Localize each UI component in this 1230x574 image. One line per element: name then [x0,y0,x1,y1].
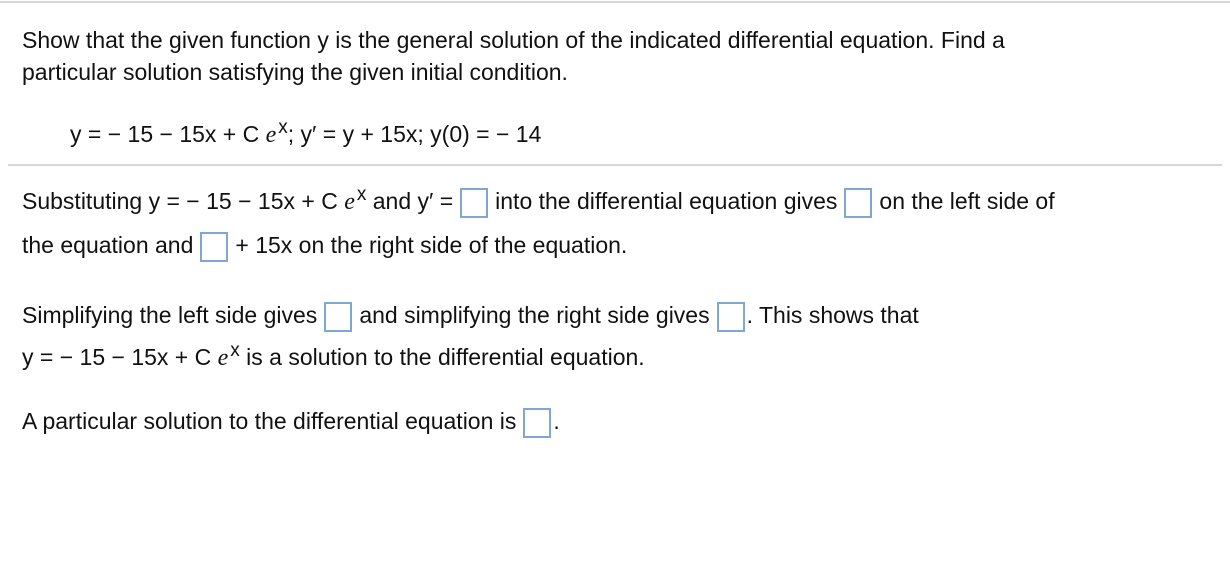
exponent-x: x [356,184,367,205]
step2-line2-suffix: is a solution to the differential equation. [239,344,645,370]
instruction-line-1: Show that the given function y is the general solution of the indicated differential equation. Find a [22,27,1005,53]
step1-line-2 [22,230,627,260]
step1-text-c: on the left side of [879,188,1055,214]
euler-e-symbol: e [344,189,355,215]
exponent-x: x [278,117,288,138]
step2-text-a: Simplifying the left side gives [22,302,318,328]
step1-line-1 [22,186,1055,216]
step1-text-a: and y′ = [366,188,454,214]
step3-text-a: A particular solution to the differential equation is [22,408,517,434]
section-divider [8,164,1222,166]
step1-prefix-text: Substituting y = − 15 − 15x + C [22,188,345,214]
y-prime-answer-box[interactable] [460,188,488,218]
problem-equation-text: ; y′ = y + 15x; y(0) = − 14 [287,121,542,147]
right-side-answer-box[interactable] [200,232,228,262]
problem-statement [70,119,541,149]
step2-line-1 [22,300,919,330]
left-side-answer-box[interactable] [844,188,872,218]
step2-line2-prefix: y = − 15 − 15x + C [22,344,218,370]
step2-line-2 [22,342,645,372]
step3-line [22,406,560,436]
step3-text-b: . [553,408,560,434]
euler-e-symbol: e [265,122,277,148]
step2-text-c: . This shows that [746,302,919,328]
exponent-x: x [230,340,240,361]
problem-function-text: y = − 15 − 15x + C [70,121,266,147]
step1-line2-text-b: + 15x on the right side of the equation. [235,232,628,258]
step1-text-b: into the differential equation gives [495,188,838,214]
step2-text-b: and simplifying the right side gives [359,302,710,328]
instruction-line-2: particular solution satisfying the given initial condition. [22,59,568,85]
euler-e-symbol: e [217,345,229,371]
simplified-left-answer-box[interactable] [324,302,352,332]
particular-solution-answer-box[interactable] [523,408,551,438]
step1-line2-text-a: the equation and [22,232,194,258]
simplified-right-answer-box[interactable] [717,302,745,332]
top-divider [0,1,1230,3]
